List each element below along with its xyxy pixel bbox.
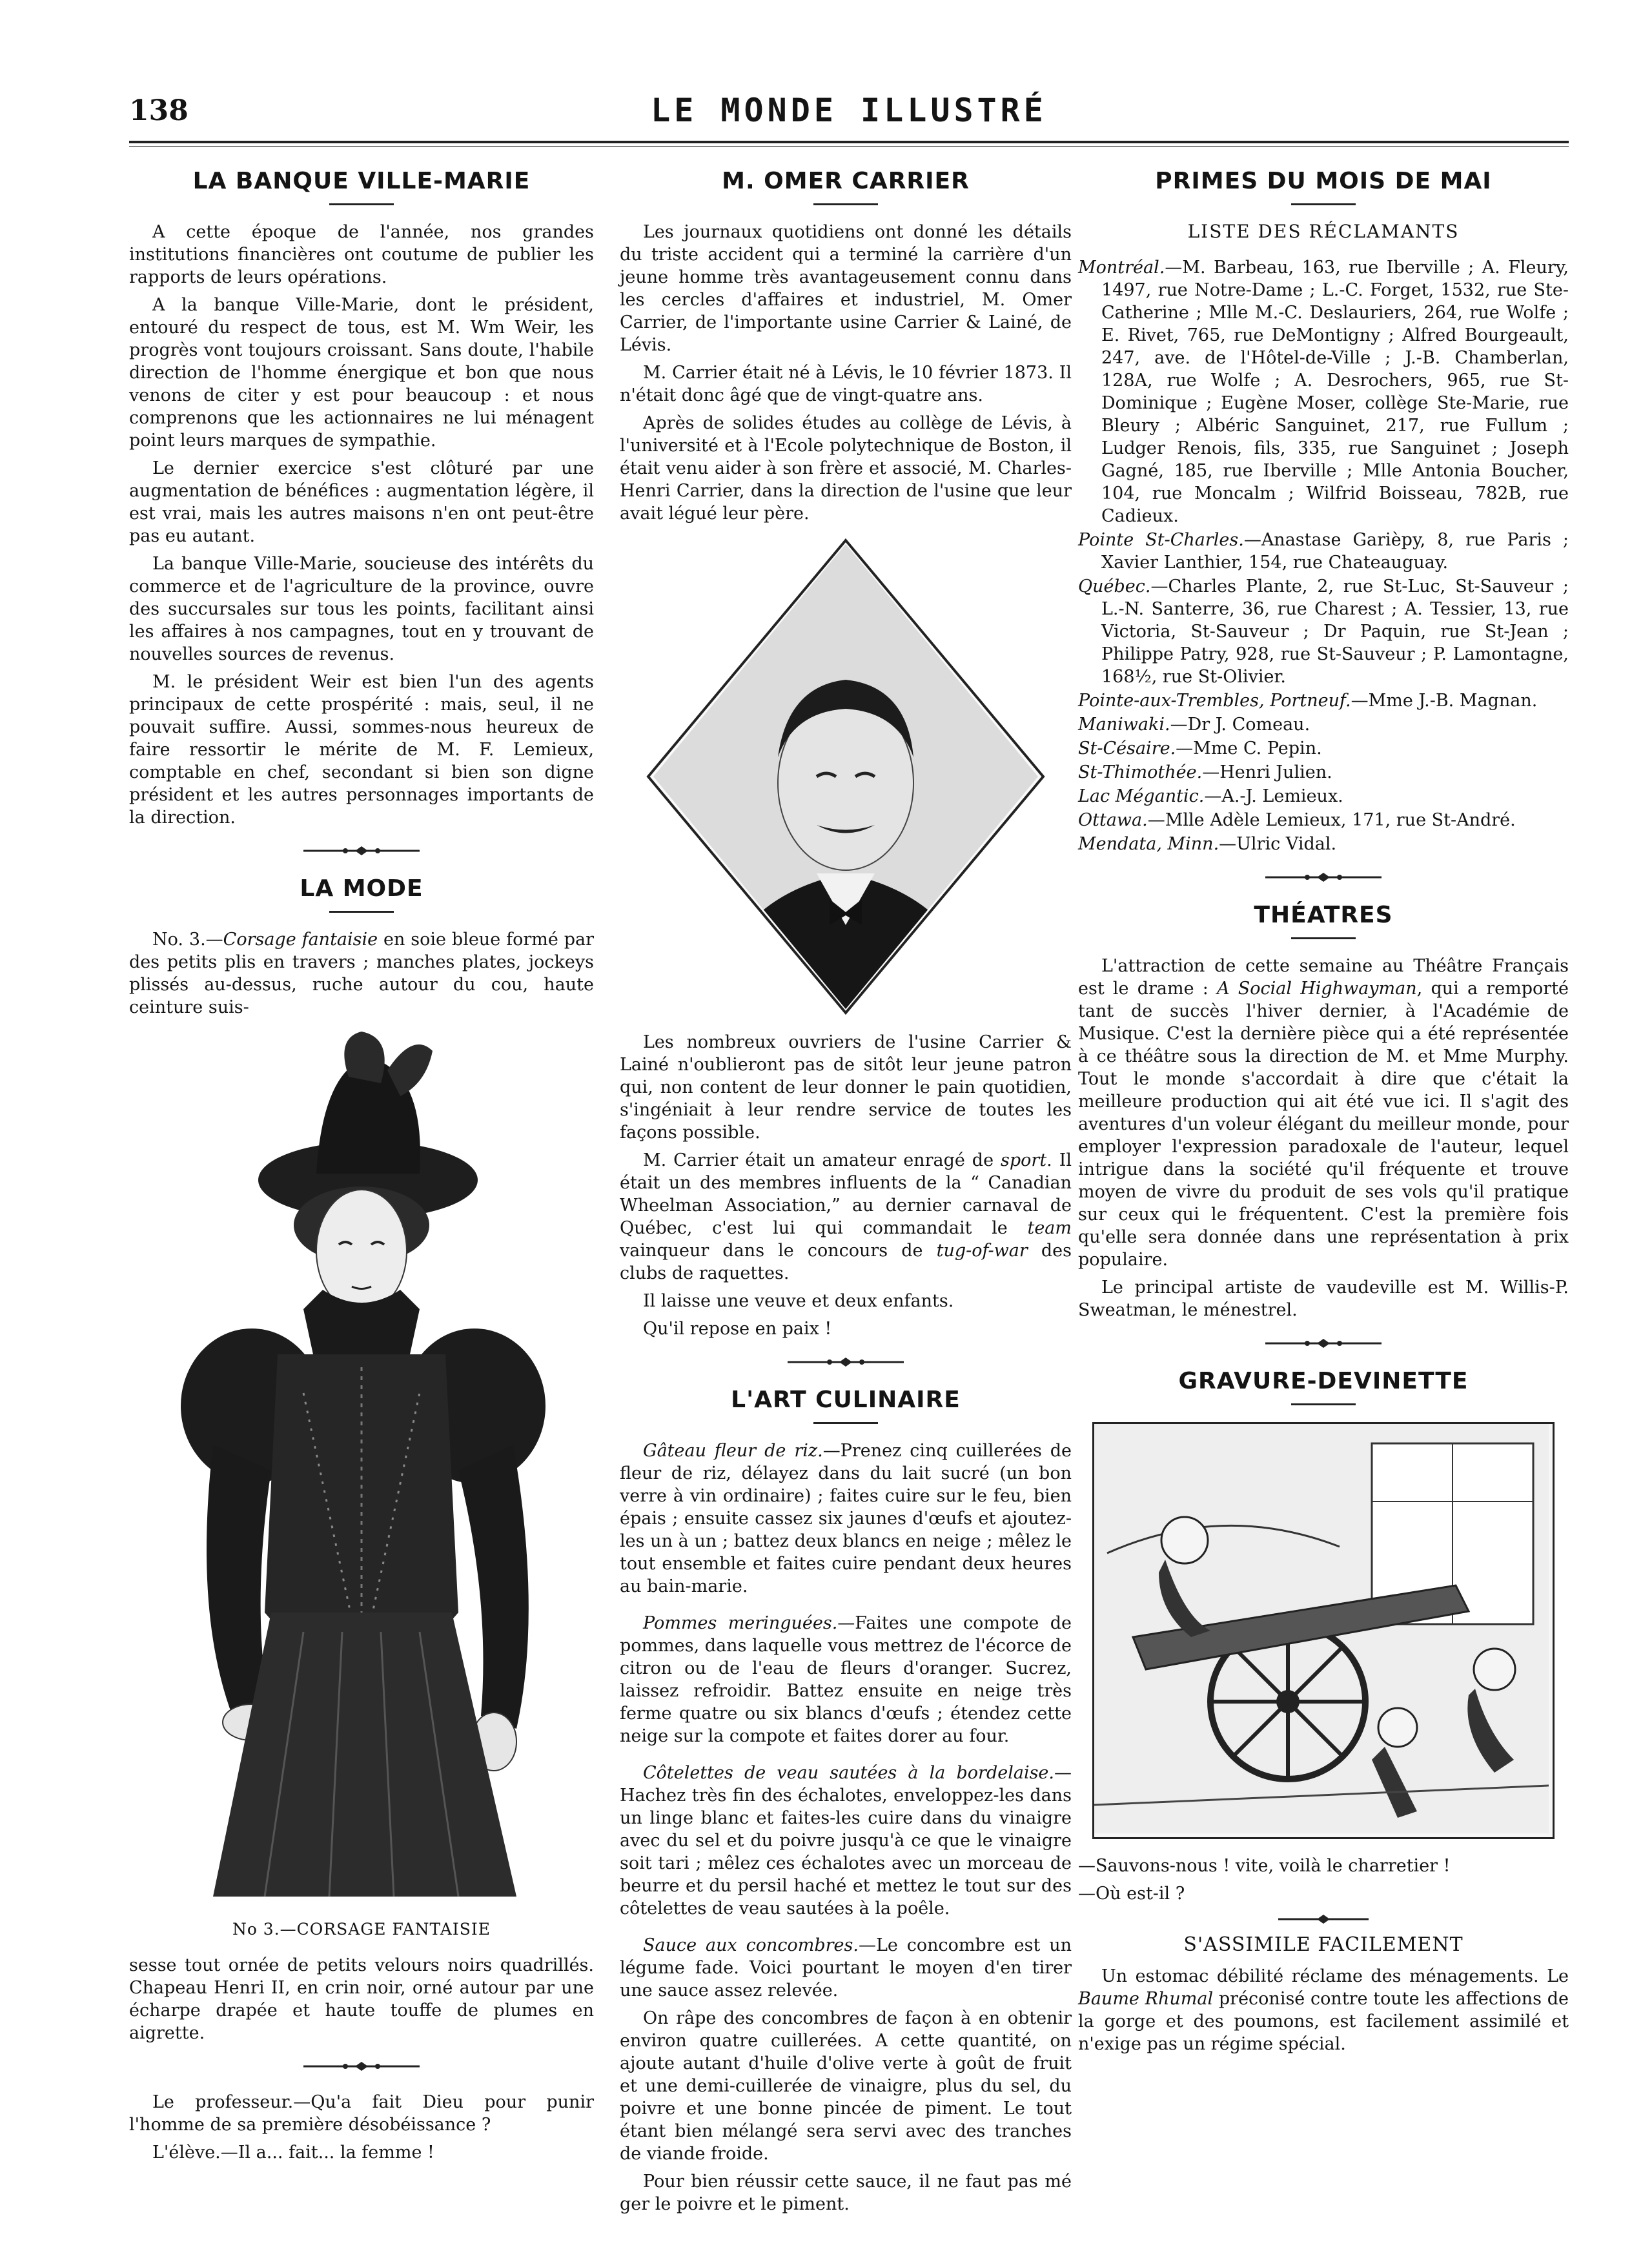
recipe-title: Gâteau fleur de riz.	[643, 1441, 823, 1461]
recipe	[620, 1612, 1072, 1747]
banque-paragraph: La banque Ville-Marie, soucieuse des intérêts du commerce et de l'agriculture de la province, ouvre des succursales sur tous les points, facilitant ainsi les affaires à nos campagnes, tout en y trouvant de nouvelles sources de revenus.	[129, 554, 594, 664]
heading-rule	[329, 911, 394, 913]
heading-rule	[1291, 1403, 1356, 1405]
fashion-figure-image	[155, 1032, 568, 1909]
carrier-heading: M. OMER CARRIER	[722, 168, 970, 194]
banque-paragraph: A cette époque de l'année, nos grandes institutions financières ont coutume de publier les rapports de leurs opérations.	[129, 222, 594, 287]
text-run: des clubs de raquettes.	[620, 1241, 1072, 1283]
ornament-divider	[1265, 872, 1382, 882]
text-run: L'attraction de cette semaine au Théâtre Français est le drame :	[1078, 956, 1569, 999]
recipe-title: Sauce aux concombres.	[643, 1935, 859, 1955]
portrait-illustration	[646, 538, 1046, 1015]
recipe	[620, 1440, 1072, 1598]
riddle-illustration	[1092, 1422, 1555, 1839]
claimant-entry	[1078, 785, 1569, 808]
mode-item-name: Corsage fantaisie	[223, 930, 378, 950]
claimant-place: Maniwaki.	[1078, 715, 1170, 735]
claimant-entry	[1078, 809, 1569, 831]
recipe	[620, 1934, 1072, 2002]
banque-heading: LA BANQUE VILLE-MARIE	[192, 168, 531, 194]
ornament-divider	[1278, 1914, 1369, 1924]
heading-rule	[813, 1422, 878, 1424]
banque-paragraph: Le dernier exercice s'est clôturé par une augmentation de bénéfices : augmentation légère, il est vrai, mais les autres maisons n'en ont peut-être pas eu autant.	[129, 458, 594, 546]
recipe-text: —Hachez très fin des échalotes, enveloppez-les dans un linge blanc et faites-les cuire dans du vinaigre avec du sel et du poivre jusqu'à ce que le vinaigre soit tari ; mêlez ces échalotes avec un morceau de beurre et du persil haché et mettez le tout sur des côtelettes de veau sautées à la poêle.	[620, 1763, 1072, 1919]
claimant-entry	[1078, 713, 1569, 736]
gravure-heading: GRAVURE-DEVINETTE	[1178, 1368, 1469, 1394]
journal-title: LE MONDE ILLUSTRÉ	[651, 92, 1047, 129]
text-run: . Il était un des membres influents de la “ Canadian Wheelman Association,” au dernier carnaval de Québec, c'est lui qui commandait le	[620, 1150, 1072, 1238]
primes-heading: PRIMES DU MOIS DE MAI	[1155, 168, 1492, 194]
portrait-image	[646, 538, 1046, 1015]
claimant-entry	[1078, 833, 1569, 855]
heading-rule	[813, 203, 878, 205]
claimant-entry	[1078, 761, 1569, 784]
joke-question: Le professeur.—Qu'a fait Dieu pour punir l'homme de sa première désobéissance ?	[129, 2092, 594, 2135]
carrier-paragraph: Les nombreux ouvriers de l'usine Carrier & Lainé n'oublieront pas de sitôt leur jeune patron qui, non content de leur donner le pain quotidien, s'ingéniait à leur rendre service de toutes les façons possible.	[620, 1032, 1072, 1143]
claimant-entry	[1078, 737, 1569, 760]
mode-number: No. 3.—	[152, 930, 223, 950]
claimant-names: —Mme J.-B. Magnan.	[1351, 691, 1538, 711]
column-middle	[620, 161, 1072, 2221]
masthead	[129, 89, 1569, 141]
recipe-paragraph: On râpe des concombres de façon à en obtenir environ quatre cuillerées. A cette quantité, on ajoute autant d'huile d'olive verte à goût de fruit et une demi-cuillerée de vinaigre, plus du sel, du poivre et une bonne pincée de piment. Le tout étant bien mélangé sera servi avec des tranches de viande froide.	[620, 2008, 1072, 2164]
claimant-place: Ottawa.	[1078, 810, 1148, 830]
play-title: A Social Highwayman	[1217, 979, 1417, 999]
claimant-place: St-Thimothée.	[1078, 762, 1203, 782]
text-run: vainqueur dans le concours de	[620, 1241, 937, 1261]
heading-rule	[1291, 203, 1356, 205]
claimant-names: —Anastase Garièpy, 8, rue Paris ; Xavier Lanthier, 154, rue Chateauguay.	[1101, 530, 1569, 573]
riddle-image	[1094, 1424, 1549, 1833]
claimant-entry	[1078, 575, 1569, 688]
masthead-rule	[129, 141, 1569, 147]
heading-rule	[329, 203, 394, 205]
mode-continuation: sesse tout ornée de petits velours noirs quadrillés. Chapeau Henri II, en crin noir, orné autour par une écharpe drapée et haute touffe de plumes en aigrette.	[129, 1955, 594, 2043]
gravure-line: —Où est-il ?	[1078, 1884, 1185, 1904]
joke-answer: L'élève.—Il a... fait... la femme !	[152, 2143, 434, 2163]
culinaire-heading: L'ART CULINAIRE	[731, 1387, 961, 1413]
carrier-closing: Qu'il repose en paix !	[643, 1319, 832, 1339]
carrier-paragraph: M. Carrier était né à Lévis, le 10 février 1873. Il n'était donc âgé que de vingt-quatre ans.	[620, 363, 1072, 405]
primes-subheading: LISTE DES RÉCLAMANTS	[1187, 221, 1460, 242]
italic-run: sport	[1001, 1150, 1047, 1170]
mode-heading: LA MODE	[300, 875, 423, 902]
claimant-names: —Ulric Vidal.	[1219, 834, 1337, 854]
claimant-place: Montréal.	[1078, 258, 1165, 278]
recipe-text: —Prenez cinq cuillerées de fleur de riz, délayez dans du lait sucré (un bon verre à vin ordinaire) ; faites cuire sur le feu, bien épais ; ensuite cassez six jaunes d'œufs et ajoutez-les un à un ; battez deux blancs en neige ; mêlez le tout ensemble et faites cuire pendant deux heures au bain-marie.	[620, 1441, 1072, 1596]
claimant-names: —Mlle Adèle Lemieux, 171, rue St-André.	[1147, 810, 1516, 830]
recipe-text: —Faites une compote de pommes, dans laquelle vous mettrez de l'écorce de citron ou de l'eau de fleurs d'oranger. Sucrez, laissez refroidir. Battez ensuite en neige très ferme quatre ou six blancs d'œufs ; étendez cette neige sur la compote et faites dorer au four.	[620, 1613, 1072, 1746]
heading-rule	[1291, 937, 1356, 939]
gravure-line: —Sauvons-nous ! vite, voilà le charretier !	[1078, 1856, 1451, 1876]
column-right	[1078, 161, 1569, 2061]
ornament-divider	[303, 2061, 420, 2072]
claimant-place: St-Césaire.	[1078, 738, 1176, 758]
theatres-paragraph: Le principal artiste de vaudeville est M. Willis-P. Sweatman, le ménestrel.	[1078, 1278, 1569, 1320]
claimant-names: —Charles Plante, 2, rue St-Luc, St-Sauveur ; L.-N. Santerre, 36, rue Charest ; A. Tessier, 13, rue Victoria, St-Sauveur ; Dr Paquin, rue St-Jean ; Philippe Patry, 928, rue St-Sauveur ; P. Lamontagne, 168½, rue St-Olivier.	[1101, 576, 1569, 687]
fashion-illustration	[155, 1032, 568, 1909]
carrier-paragraph: Les journaux quotidiens ont donné les détails du triste accident qui a terminé la carrière d'un jeune homme très avantageusement connu dans les cercles d'affaires et industriel, M. Omer Carrier, de l'importante usine Carrier & Lainé, de Lévis.	[620, 222, 1072, 355]
assimile-paragraph	[1078, 1965, 1569, 2055]
assimile-heading: S'ASSIMILE FACILEMENT	[1183, 1933, 1463, 1956]
product-name: Baume Rhumal	[1078, 1989, 1214, 2009]
claimant-entry	[1078, 689, 1569, 712]
carrier-paragraph: Après de solides études au collège de Lévis, à l'université et à l'Ecole polytechnique de Boston, il était venu aider à son frère et associé, M. Charles-Henri Carrier, dans la direction de l'usine que leur avait légué leur père.	[620, 413, 1072, 524]
theatres-heading: THÉATRES	[1254, 902, 1393, 928]
carrier-sport-paragraph	[620, 1149, 1072, 1285]
ornament-divider	[303, 846, 420, 856]
recipe	[620, 1762, 1072, 1920]
recipe-paragraph: Pour bien réussir cette sauce, il ne faut pas mé ger le poivre et le piment.	[620, 2172, 1072, 2214]
claimant-names: —M. Barbeau, 163, rue Iberville ; A. Fleury, 1497, rue Notre-Dame ; L.-C. Forget, 1532, rue Ste-Catherine ; Mlle M.-C. Deslauriers, 264, rue Wolfe ; E. Rivet, 765, rue DeMontigny ; Alfred Bourgeault, 247, ave. de l'Hôtel-de-Ville ; J.-B. Chamberlan, 128A, rue Wolfe ; A. Desrochers, 965, rue St-Dominique ; Eugène Moser, collège Ste-Marie, rue Bleury ; Albéric Sanguinet, 217, rue Fullum ; Ludger Renois, fils, 335, rue Sanguinet ; Joseph Gagné, 185, rue Iberville ; Mlle Antonia Boucher, 104, rue Moncalm ; Wilfrid Boisseau, 782B, rue Cadieux.	[1101, 258, 1569, 526]
carrier-closing: Il laisse une veuve et deux enfants.	[643, 1291, 954, 1311]
claimant-entry	[1078, 529, 1569, 574]
recipe-title: Côtelettes de veau sautées à la bordelaise.	[643, 1763, 1054, 1783]
text-run: Un estomac débilité réclame des ménagements. Le	[1101, 1966, 1569, 1986]
fashion-caption: No 3.—CORSAGE FANTAISIE	[232, 1920, 491, 1939]
recipe-title: Pommes meringuées.	[643, 1613, 838, 1633]
mode-intro-text: en soie bleue formé par des petits plis en travers ; manches plates, jockeys plissés au-dessus, ruche autour du cou, haute ceinture suis-	[129, 930, 594, 1017]
italic-run: tug-of-war	[936, 1241, 1028, 1261]
banque-paragraph: A la banque Ville-Marie, dont le président, entouré du respect de tous, est M. Wm Weir, les progrès vont toujours croissant. Sans doute, l'habile direction de l'homme énergique et bon que nous venons de citer y est pour beaucoup : et nous comprenons que les actionnaires ne lui ménagent point leurs marques de sympathie.	[129, 295, 594, 451]
mode-intro	[129, 928, 594, 1019]
italic-run: team	[1027, 1218, 1072, 1238]
banque-paragraph: M. le président Weir est bien l'un des agents principaux de cette prospérité : mais, seul, il ne pouvait suffire. Aussi, sommes-nous heureux de faire ressortir le mérite de M. F. Lemieux, comptable en chef, secondant si bien son digne président et les autres personnages importants de la direction.	[129, 672, 594, 828]
text-run: préconisé contre toute les affections de la gorge et des poumons, est facilement assimilé et n'exige pas un régime spécial.	[1078, 1989, 1569, 2054]
theatres-paragraph	[1078, 955, 1569, 1271]
ornament-divider	[1265, 1338, 1382, 1349]
claimant-place: Lac Mégantic.	[1078, 786, 1205, 806]
claimant-place: Pointe St-Charles.	[1078, 530, 1244, 550]
claimant-place: Pointe-aux-Trembles, Portneuf.	[1078, 691, 1351, 711]
claimant-place: Québec.	[1078, 576, 1151, 596]
text-run: , qui a remporté tant de succès l'hiver dernier, à l'Académie de Musique. C'est la dernière pièce qui a été représentée à ce théâtre sous la direction de M. et Mme Murphy. Tout le monde s'accordait à dire que c'était la meilleure production qui ait été vue ici. Il s'agit des aventures d'un voleur élégant du meilleur monde, pour employer l'expression paradoxale de l'auteur, lequel intrigue dans la société qu'il fréquente et trouve moyen de vivre du produit de ses vols qu'il pratique sur ceux qui le fréquentent. C'est la première fois qu'elle sera donnée dans une représentation à prix populaire.	[1078, 979, 1569, 1270]
column-left	[129, 161, 594, 2169]
claimant-names: —Dr J. Comeau.	[1170, 715, 1310, 735]
claimant-names: —Mme C. Pepin.	[1176, 738, 1322, 758]
claimant-names: —Henri Julien.	[1202, 762, 1332, 782]
text-run: M. Carrier était un amateur enragé de	[643, 1150, 1001, 1170]
page-number: 138	[129, 94, 189, 127]
ornament-divider	[788, 1357, 904, 1367]
claimant-place: Mendata, Minn.	[1078, 834, 1219, 854]
recipe-text: —Le concombre est un légume fade. Voici pourtant le moyen d'en tirer une sauce assez relevée.	[620, 1935, 1072, 2000]
claimant-entry	[1078, 256, 1569, 527]
claimant-names: —A.-J. Lemieux.	[1204, 786, 1343, 806]
